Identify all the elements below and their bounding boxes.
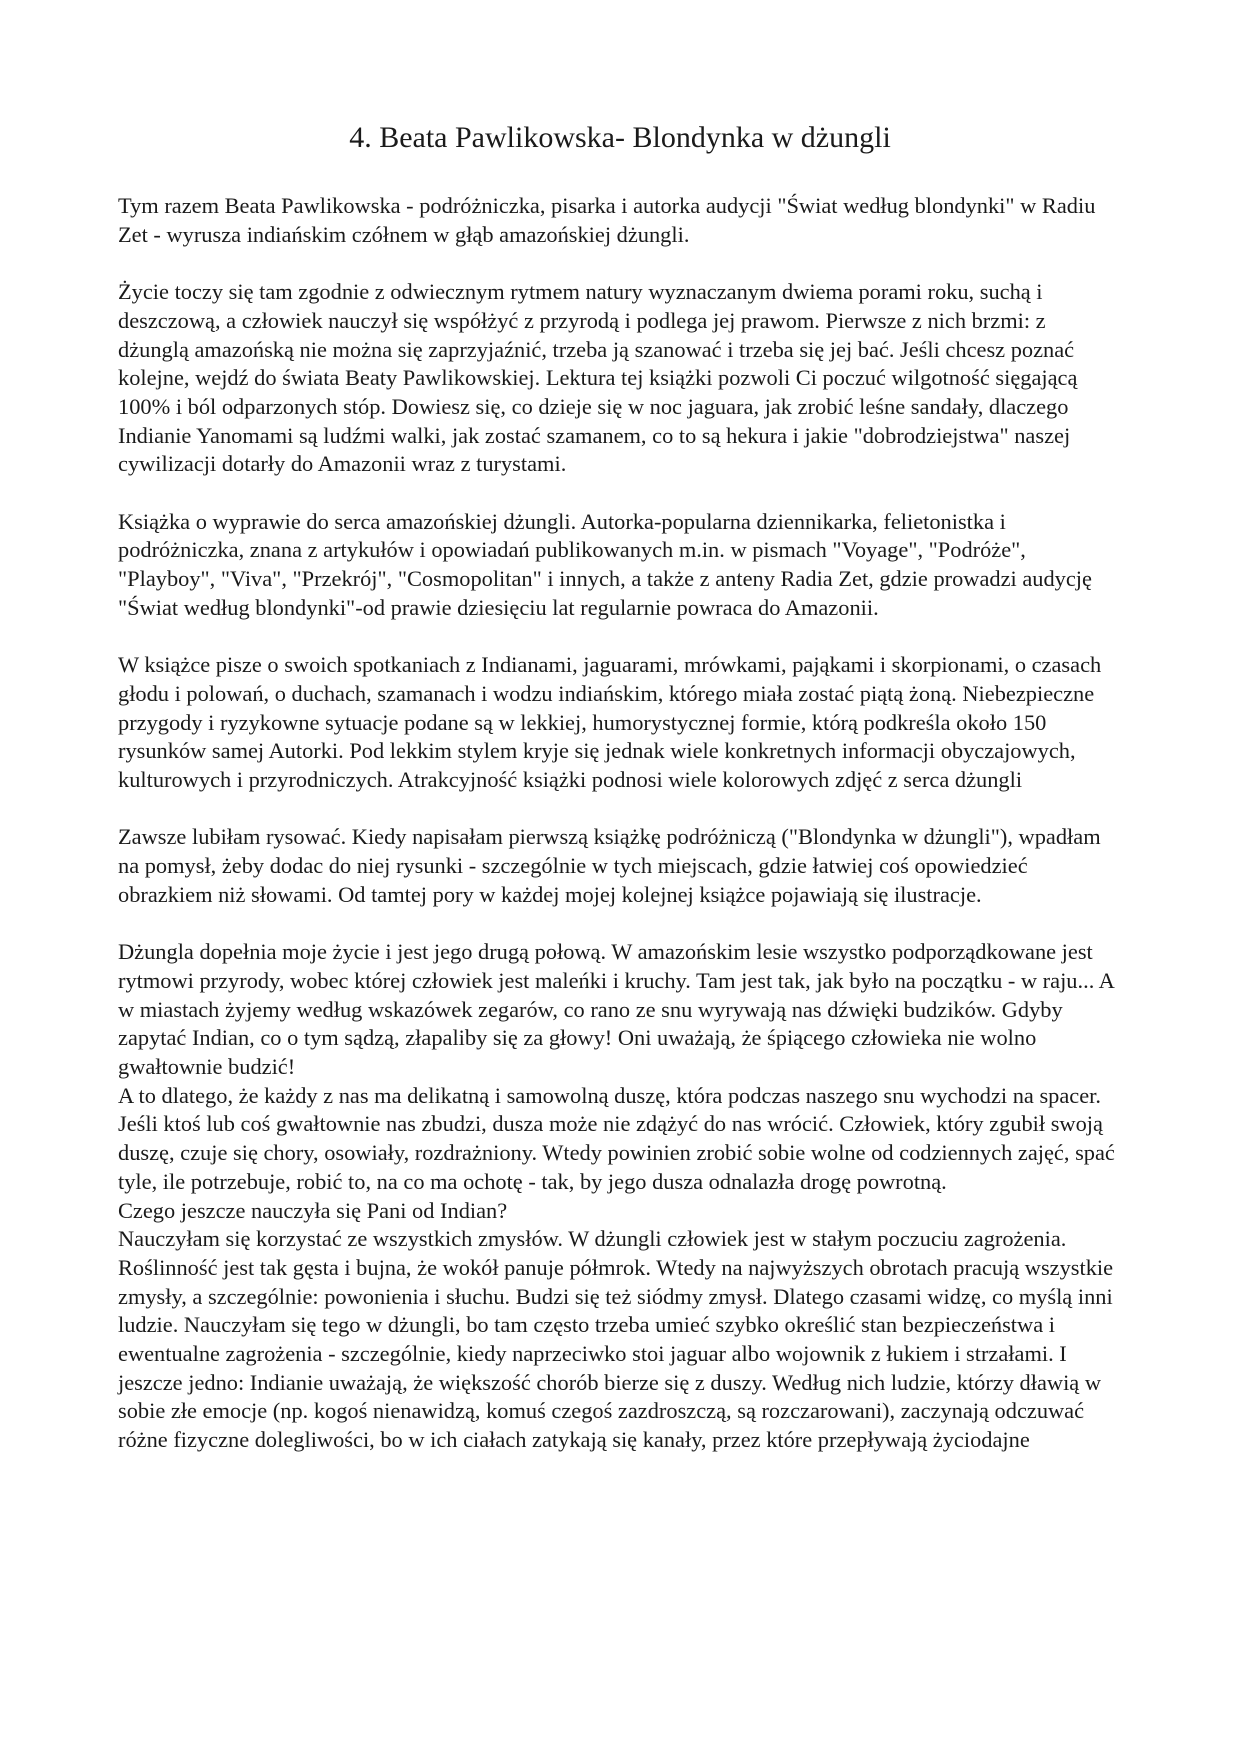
paragraph-jungle-completes: Dżungla dopełnia moje życie i jest jego drugą połową. W amazońskim lesie wszystko podporządkowane jest rytmowi przyrody, wobec której człowiek jest maleńki i kruchy. Tam jest tak, jak było na początku - w raju... A w miastach żyjemy według wskazówek zegarów, co rano ze snu wyrywają nas dźwięki budzików. Gdyby zapytać Indian, co o tym sądzą, złapaliby się za głowy! Oni uważają, że śpiącego człowieka nie wolno gwałtownie budzić!	[118, 939, 1114, 1080]
document-body	[118, 118, 1122, 1455]
paragraph-jungle-life: Życie toczy się tam zgodnie z odwiecznym rytmem natury wyznaczanym dwiema porami roku, suchą i deszczową, a człowiek nauczył się współżyć z przyrodą i podlega jej prawom. Pierwsze z nich brzmi: z dżunglą amazońską nie można się zaprzyjaźnić, trzeba ją szanować i trzeba się jej bać. Jeśli chcesz poznać kolejne, wejdź do świata Beaty Pawlikowskiej. Lektura tej książki pozwoli Ci poczuć wilgotność sięgającą 100% i ból odparzonych stóp. Dowiesz się, co dzieje się w noc jaguara, jak zrobić leśne sandały, dlaczego Indianie Yanomami są ludźmi walki, jak zostać szamanem, co to są hekura i jakie "dobrodziejstwa" naszej cywilizacji dotarły do Amazonii wraz z turystami.	[118, 279, 1078, 477]
paragraph-soul: A to dlatego, że każdy z nas ma delikatną i samowolną duszę, która podczas naszego snu wychodzi na spacer. Jeśli ktoś lub coś gwałtownie nas zbudzi, dusza może nie zdążyć do nas wrócić. Człowiek, który zgubił swoją duszę, czuje się chory, osowiały, rozdrażniony. Wtedy powinien zrobić sobie wolne od codziennych zajęć, spać tyle, ile potrzebuje, robić to, na co ma ochotę - tak, by jego dusza odnalazła drogę powrotną.	[118, 1082, 1115, 1194]
document-title: 4. Beata Pawlikowska- Blondynka w dżungli	[349, 121, 891, 154]
paragraph-question: Czego jeszcze nauczyła się Pani od Indian?	[118, 1197, 508, 1223]
paragraph-drawing: Zawsze lubiłam rysować. Kiedy napisałam pierwszą książkę podróżniczą ("Blondynka w dżungli"), wpadłam na pomysł, żeby dodac do niej rysunki - szczególnie w tych miejscach, gdzie łatwiej coś opowiedzieć obrazkiem niż słowami. Od tamtej pory w każdej mojej kolejnej książce pojawiają się ilustracje.	[118, 824, 1101, 907]
paragraph-intro: Tym razem Beata Pawlikowska - podróżniczka, pisarka i autorka audycji "Świat według blondynki" w Radiu Zet - wyrusza indiańskim czółnem w głąb amazońskiej dżungli.	[118, 193, 1096, 247]
paragraph-senses: Nauczyłam się korzystać ze wszystkich zmysłów. W dżungli człowiek jest w stałym poczuciu zagrożenia. Roślinność jest tak gęsta i bujna, że wokół panuje półmrok. Wtedy na najwyższych obrotach pracują wszystkie zmysły, a szczególnie: powonienia i słuchu. Budzi się też siódmy zmysł. Dlatego czasami widzę, co myślą inni ludzie. Nauczyłam się tego w dżungli, bo tam często trzeba umieć szybko określić stan bezpieczeństwa i ewentualne zagrożenia - szczególnie, kiedy naprzeciwko stoi jaguar albo wojownik z łukiem i strzałami. I jeszcze jedno: Indianie uważają, że większość chorób bierze się z duszy. Według nich ludzie, którzy dławią w sobie złe emocje (np. kogoś nienawidzą, komuś czegoś zazdroszczą, są rozczarowani), zaczynają odczuwać różne fizyczne dolegliwości, bo w ich ciałach zatykają się kanały, przez które przepływają życiodajne	[118, 1226, 1114, 1453]
paragraph-book-content: W książce pisze o swoich spotkaniach z Indianami, jaguarami, mrówkami, pająkami i skorpionami, o czasach głodu i polowań, o duchach, szamanach i wodzu indiańskim, którego miała zostać piątą żoną. Niebezpieczne przygody i ryzykowne sytuacje podane są w lekkiej, humorystycznej formie, którą podkreśla około 150 rysunków samej Autorki. Pod lekkim stylem kryje się jednak wiele konkretnych informacji obyczajowych, kulturowych i przyrodniczych. Atrakcyjność książki podnosi wiele kolorowych zdjęć z serca dżungli	[118, 652, 1102, 793]
paragraph-book-about: Książka o wyprawie do serca amazońskiej dżungli. Autorka-popularna dziennikarka, felietonistka i podróżniczka, znana z artykułów i opowiadań publikowanych m.in. w pismach "Voyage", "Podróże", "Playboy", "Viva", "Przekrój", "Cosmopolitan" i innych, a także z anteny Radia Zet, gdzie prowadzi audycję "Świat według blondynki"-od prawie dziesięciu lat regularnie powraca do Amazonii.	[118, 508, 1092, 620]
